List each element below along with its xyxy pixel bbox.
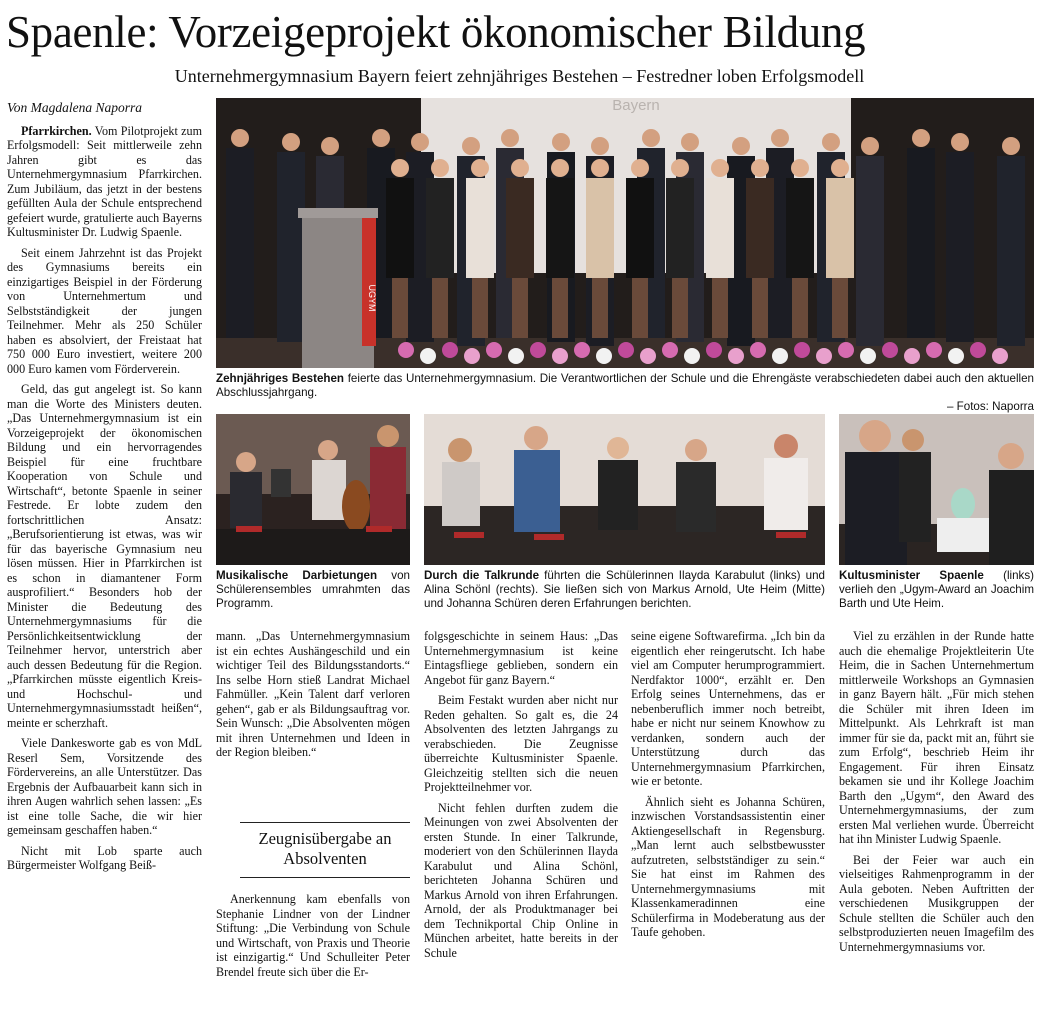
paragraph: Seit einem Jahrzehnt ist das Projekt des Gymnasiums bereits ein einzigartiges Beispiel in der Förderung von Unternehmertum und Selbstständigkeit der jungen Teilnehmer. Mehr als 250 Schüler haben es absolviert, der Freistaat hat 750 000 Euro investiert, weitere 200 000 Euro kamen vom Förderverein. — [7, 245, 202, 376]
person-head — [591, 159, 609, 177]
flower — [838, 342, 854, 358]
person-head — [411, 133, 429, 151]
flower — [486, 342, 502, 358]
flower — [882, 342, 898, 358]
person-head — [791, 159, 809, 177]
flower — [398, 342, 414, 358]
byline: Von Magdalena Naporra — [7, 101, 142, 115]
paragraph: mann. „Das Unternehmergymnasium ist ein echtes Aushängeschild und ein wichtiger Teil des Bildungsstandorts.“ Ins selbe Horn stieß Landrat Michael Fahmüller. „Kein Talent darf verloren gehen“, gab er als Bildungsauftrag vor. Sein Wunsch: „Die Absolventen mögen mit ihren Unternehmen und Ideen in der Region bleiben.“ — [216, 629, 410, 759]
flower — [596, 348, 612, 364]
flower — [948, 348, 964, 364]
flower — [794, 342, 810, 358]
person-head — [771, 129, 789, 147]
paragraph: Viele Dankesworte gab es von MdL Reserl Sem, Vorsitzende des Fördervereins, an alle Unterstützer. Das Ergebnis der Aufbauarbeit kann sich in ihren Augen wahrlich sehen lassen: „Es ist eine tolle Sache, die wir hier gemeinsam geschaffen haben.“ — [7, 736, 202, 837]
paragraph: Geld, das gut angelegt ist. So kann man die Worte des Ministers deuten. „Das Unternehmergymnasium ist ein Vorzeigeprojekt der ökonomischen Bildung und ein hervorragendes Beispiel für eine fruchtbare Kooperation von Schule und Wirtschaft“, betonte Spaenle in seiner Festrede. Er lobte zudem den fortschrittlichen Ansatz: „Berufsorientierung ist etwas, was wir für das bayerische Gymnasium neu lösen müssen. Hier in Pfarrkirchen ist es schon in diamantener Form ausprofiliert.“ Besonders hob der Minister die Bedeutung des Unternehmergymnasiums für die Persönlichkeitsentwicklung der Teilnehmer hervor, unterstrich aber auch dessen Bedeutung für die Region. „Pfarrkirchen müsste eigentlich Kreis- und Hochschul- und Unternehmergymnasiumsstadt heißen“, meinte er scherzhaft. — [7, 382, 202, 730]
flower — [926, 342, 942, 358]
flower — [640, 348, 656, 364]
flower — [706, 342, 722, 358]
person-head — [591, 137, 609, 155]
person-head — [511, 159, 529, 177]
person-head — [501, 129, 519, 147]
podium-text: UGYM — [367, 284, 377, 312]
photo-credit: – Fotos: Naporra — [947, 400, 1034, 413]
person-head — [462, 137, 480, 155]
person-legs — [592, 278, 608, 338]
person-body — [426, 178, 454, 278]
intermediate-heading: Zeugnisübergabe an Absolventen — [240, 822, 410, 878]
person-body — [586, 178, 614, 278]
person-legs — [672, 278, 688, 338]
person-body — [466, 178, 494, 278]
paragraph: Viel zu erzählen in der Runde hatte auch die ehemalige Projektleiterin Ute Heim, die in Sachen Unternehmertum mittlerweile Workshops an Gymnasien in ganz Bayern hält. „Für mich stehen die Schüler mit ihren Ideen im Mittelpunkt. Als Lehrkraft ist man immer für sie da, packt mit an, führt sie zum Erfolg“, beschrieb Heim ihr Engagement. Für ihren Einsatz bekamen sie und ihr Kollege Joachim Barth den „Ugym“, den Award des Unternehmergymnasiums, der zum ersten Mal verliehen wurde. Überreicht hat ihn Minister Ludwig Spaenle. — [839, 629, 1034, 846]
paragraph: Ähnlich sieht es Johanna Schüren, inzwischen Vorstandsassistentin einer Aktiengesellschaft in Regensburg. „Man lernt auch selbstbewusster aufzutreten, selbstständiger zu sein.“ Sie hat einst im Rahmen des Unternehmergymnasiums mit Klassenkameradinnen eine Schülerfirma in Modeberatung aus der Taufe gehoben. — [631, 794, 825, 939]
music-photo — [216, 414, 410, 565]
person-body — [997, 156, 1025, 346]
person-body — [626, 178, 654, 278]
paragraph: folgsgeschichte in seinem Haus: „Das Unternehmergymnasium ist keine Eintagsfliege geblieben, sondern ein Angebot für ganz Bayern.“ — [424, 629, 618, 687]
flower — [992, 348, 1008, 364]
paragraph: Beim Festakt wurden aber nicht nur Reden gehalten. So galt es, die 24 Absolventen des letzten Jahrgangs zu verabschieden. Die Zeugnisse überreichte Kultusminister Spaenle. Gleichzeitig stellten sich die neuen Projektteilnehmer vor. — [424, 693, 618, 794]
person-legs — [832, 278, 848, 338]
person-body — [706, 178, 734, 278]
screen-text: Bayern — [612, 98, 660, 114]
column-2-continued — [216, 892, 410, 1008]
flower — [530, 342, 546, 358]
award-photo — [839, 414, 1034, 565]
talk-photo-caption: Durch die Talkrunde führten die Schülerinnen Ilayda Karabulut (links) und Alina Schönl (rechts). Sie ließen sich von Markus Arnold, Ute Heim (Mitte) und Johanna Schüren deren Erfahrungen berichten. — [424, 569, 825, 610]
person-legs — [552, 278, 568, 338]
person-legs — [712, 278, 728, 338]
flower — [552, 348, 568, 364]
person-body — [506, 178, 534, 278]
flower — [574, 342, 590, 358]
flower — [508, 348, 524, 364]
dateline: Pfarrkirchen. — [21, 123, 92, 138]
person-body — [856, 156, 884, 346]
column-3 — [424, 629, 618, 1007]
flower — [684, 348, 700, 364]
flower — [420, 348, 436, 364]
subheadline: Unternehmergymnasium Bayern feiert zehnjähriges Bestehen – Festredner loben Erfolgsmodell — [174, 66, 865, 86]
main-photo-caption: Zehnjähriges Bestehen feierte das Unternehmergymnasium. Die Verantwortlichen der Schule und die Ehrengäste verabschiedeten dabei auch den aktuellen Abschlussjahrgang. – Fotos: Naporra — [216, 372, 1034, 413]
person-legs — [432, 278, 448, 338]
paragraph: Bei der Feier war auch ein vielseitiges Rahmenprogramm in der Aula geboten. Neben Auftritten der verschiedenen Musikgruppen der Schule stellten die Schüler auch den selbstproduzierten neuen Imagefilm des Unternehmergymnasiums vor. — [839, 852, 1034, 954]
person-legs — [512, 278, 528, 338]
person-body — [907, 148, 935, 338]
person-head — [861, 137, 879, 155]
paragraph: seine eigene Softwarefirma. „Ich bin da eigentlich eher reingerutscht. Ich habe viel am Computer herumprogrammiert. Nerdfaktor 1000“, erzählt er. Den Erfolg seines Unternehmens, das er nebenberuflich immer noch betreibt, habe er nicht nur seinem Knowhow zu verdanken, sondern auch der Unterstützung durch das Unternehmergymnasium Pfarrkirchen, wie er betonte. — [631, 629, 825, 788]
paragraph: Nicht fehlen durften zudem die Meinungen von zwei Absolventen der ersten Stunde. In einer Talkrunde, moderiert von den Schülerinnen Ilayda Karabulut und Alina Schönl, berichteten Johanna Schüren und Markus Arnold von ihren Erfahrungen. Arnold, der als Produktmanager bei dem Technikportal Chip Online in München arbeitet, hatte bereits in der Schule — [424, 800, 618, 960]
person-body — [826, 178, 854, 278]
headline: Spaenle: Vorzeigeprojekt ökonomischer Bildung — [6, 7, 866, 57]
person-head — [822, 133, 840, 151]
person-head — [231, 129, 249, 147]
column-5 — [839, 629, 1034, 1007]
person-body — [546, 178, 574, 278]
flower — [904, 348, 920, 364]
person-legs — [632, 278, 648, 338]
award-photo-caption: Kultusminister Spaenle (links) verlieh den „Ugym-Award an Joachim Barth und Ute Heim. — [839, 569, 1034, 610]
person-head — [681, 133, 699, 151]
column-1 — [7, 101, 202, 1006]
flower — [618, 342, 634, 358]
person-head — [711, 159, 729, 177]
person-head — [1002, 137, 1020, 155]
column-2 — [216, 629, 410, 814]
person-legs — [792, 278, 808, 338]
person-head — [951, 133, 969, 151]
flower — [970, 342, 986, 358]
person-body — [277, 152, 305, 342]
person-head — [321, 137, 339, 155]
person-body — [946, 152, 974, 342]
person-head — [751, 159, 769, 177]
person-head — [732, 137, 750, 155]
music-photo-caption: Musikalische Darbietungen von Schülerensembles umrahmten das Programm. — [216, 569, 410, 610]
person-body — [386, 178, 414, 278]
person-body — [666, 178, 694, 278]
person-legs — [392, 278, 408, 338]
paragraph-lead: Pfarrkirchen. Vom Pilotprojekt zum Erfolgsmodell: Seit mittlerweile zehn Jahren gibt es das Unternehmergymnasium Pfarrkirchen. Zum Jubiläum, das jetzt in der bestens gefüllten Aula der Schule entsprechend gefeiert wurde, gratulierte auch Bayerns Kultusminister Dr. Ludwig Spaenle. — [7, 123, 202, 239]
person-head — [551, 159, 569, 177]
flower — [464, 348, 480, 364]
main-photo — [216, 98, 1034, 368]
person-head — [431, 159, 449, 177]
person-body — [746, 178, 774, 278]
flower — [442, 342, 458, 358]
person-body — [786, 178, 814, 278]
person-head — [831, 159, 849, 177]
person-head — [372, 129, 390, 147]
person-head — [391, 159, 409, 177]
person-head — [552, 133, 570, 151]
person-head — [912, 129, 930, 147]
flower — [662, 342, 678, 358]
flower — [860, 348, 876, 364]
paragraph: Nicht mit Lob sparte auch Bürgermeister Wolfgang Beiß- — [7, 843, 202, 872]
person-head — [631, 159, 649, 177]
person-legs — [752, 278, 768, 338]
person-body — [226, 148, 254, 338]
person-head — [282, 133, 300, 151]
person-head — [642, 129, 660, 147]
column-4 — [631, 629, 825, 1007]
group-photo-illustration — [216, 98, 1034, 368]
person-legs — [472, 278, 488, 338]
flower — [772, 348, 788, 364]
paragraph: Anerkennung kam ebenfalls von Stephanie Lindner von der Lindner Stiftung: „Die Verbindung von Schule und Wirtschaft, von Praxis und Theorie ist einzigartig.“ Und Schulleiter Peter Brendel freute sich über die Er- — [216, 892, 410, 979]
talk-photo — [424, 414, 825, 565]
person-head — [471, 159, 489, 177]
person-head — [671, 159, 689, 177]
flower — [750, 342, 766, 358]
flower — [816, 348, 832, 364]
flower — [728, 348, 744, 364]
